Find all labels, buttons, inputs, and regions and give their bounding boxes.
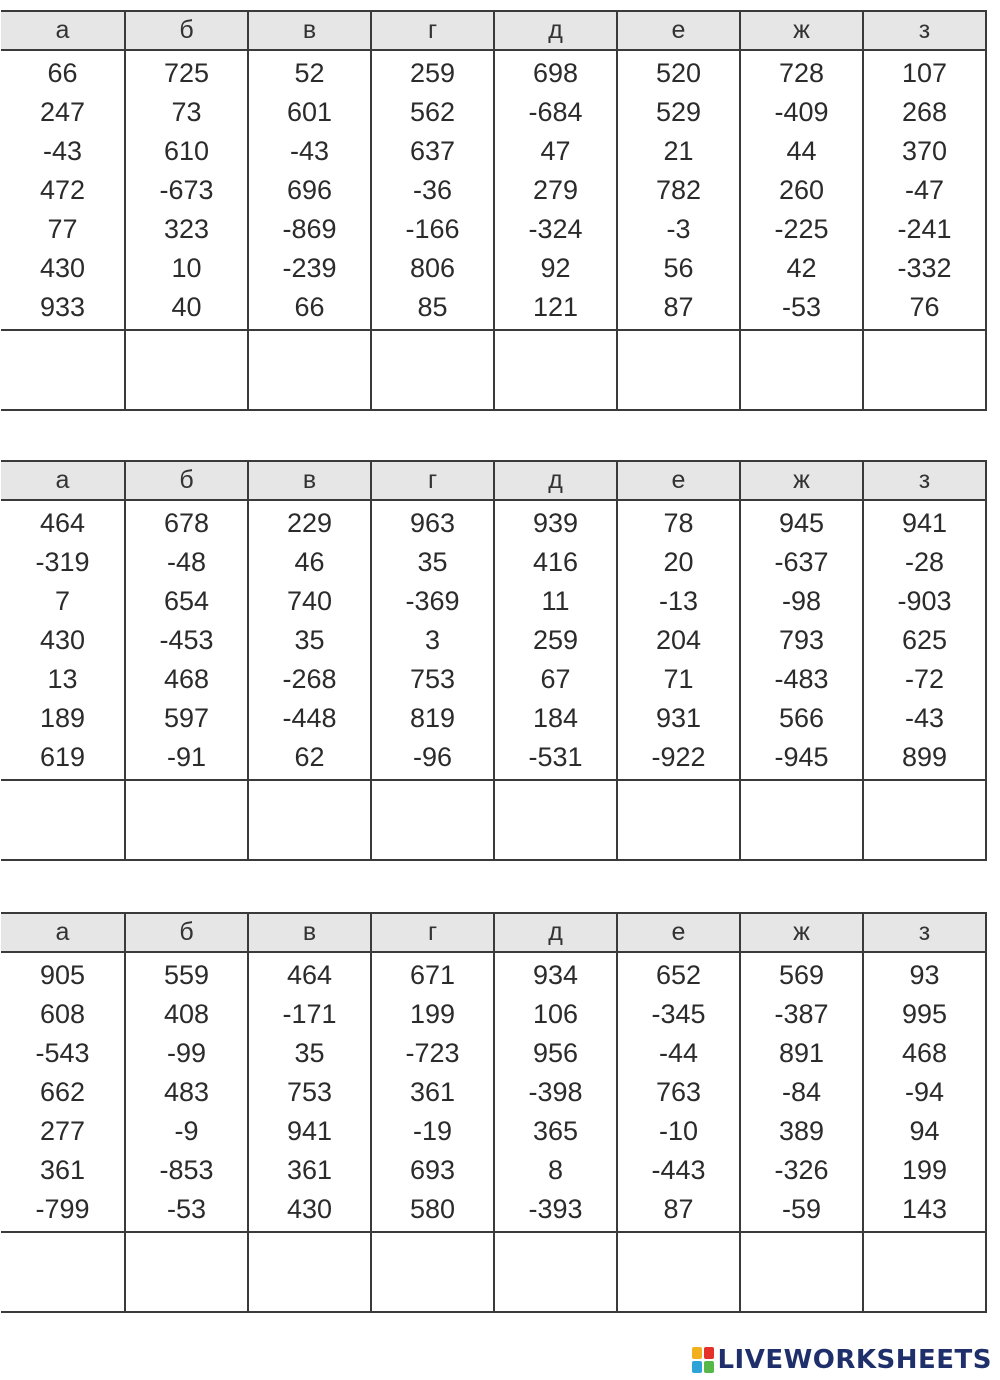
column-header: е	[617, 461, 740, 500]
number-cell: 529	[617, 93, 740, 132]
number-cell: 13	[1, 660, 125, 699]
number-cell: 520	[617, 50, 740, 93]
number-cell: 468	[863, 1034, 986, 1073]
number-cell: 468	[125, 660, 248, 699]
answer-input[interactable]	[495, 1233, 616, 1311]
number-cell: 619	[1, 738, 125, 780]
number-cell: -10	[617, 1112, 740, 1151]
number-cell: 370	[863, 132, 986, 171]
answer-input[interactable]	[741, 331, 862, 409]
answer-input[interactable]	[249, 781, 370, 859]
answer-input[interactable]	[495, 331, 616, 409]
header-row	[1, 913, 986, 952]
number-cell: 654	[125, 582, 248, 621]
number-cell: 40	[125, 288, 248, 330]
number-cell: 46	[248, 543, 371, 582]
number-cell: 472	[1, 171, 125, 210]
answer-row	[1, 780, 986, 860]
number-cell: 277	[1, 1112, 125, 1151]
number-cell: -903	[863, 582, 986, 621]
answer-cell	[1, 330, 125, 410]
number-cell: 71	[617, 660, 740, 699]
number-cell: 899	[863, 738, 986, 780]
number-cell: 78	[617, 500, 740, 543]
number-cell: 87	[617, 288, 740, 330]
number-cell: -637	[740, 543, 863, 582]
logo-tile-red	[704, 1347, 714, 1359]
answer-input[interactable]	[1, 1233, 124, 1311]
number-cell: -225	[740, 210, 863, 249]
number-cell: 728	[740, 50, 863, 93]
column-header: ж	[740, 11, 863, 50]
number-cell: 956	[494, 1034, 617, 1073]
number-cell: 580	[371, 1190, 494, 1232]
answer-cell	[863, 1232, 986, 1312]
number-cell: -3	[617, 210, 740, 249]
answer-cell	[125, 780, 248, 860]
column-header: в	[248, 11, 371, 50]
logo-tile-green	[704, 1361, 714, 1373]
number-cell: -241	[863, 210, 986, 249]
number-cell: 408	[125, 995, 248, 1034]
number-cell: 740	[248, 582, 371, 621]
number-cell: -853	[125, 1151, 248, 1190]
column-header: з	[863, 461, 986, 500]
column-header: б	[125, 11, 248, 50]
number-cell: -799	[1, 1190, 125, 1232]
column-header: а	[1, 11, 125, 50]
answer-input[interactable]	[1, 781, 124, 859]
number-cell: 260	[740, 171, 863, 210]
answer-cell	[125, 330, 248, 410]
answer-input[interactable]	[249, 331, 370, 409]
number-cell: 66	[1, 50, 125, 93]
number-cell: -387	[740, 995, 863, 1034]
number-cell: 608	[1, 995, 125, 1034]
number-cell: 106	[494, 995, 617, 1034]
answer-input[interactable]	[864, 1233, 985, 1311]
number-cell: -43	[248, 132, 371, 171]
answer-input[interactable]	[618, 781, 739, 859]
number-cell: -48	[125, 543, 248, 582]
number-cell: 35	[248, 621, 371, 660]
number-cell: 259	[371, 50, 494, 93]
column-header: д	[494, 913, 617, 952]
answer-cell	[617, 780, 740, 860]
number-cell: -531	[494, 738, 617, 780]
number-cell: -945	[740, 738, 863, 780]
number-cell: 782	[617, 171, 740, 210]
number-cell: 941	[863, 500, 986, 543]
table-row	[1, 621, 986, 660]
logo-tile-yellow	[692, 1347, 702, 1359]
number-cell: -91	[125, 738, 248, 780]
number-cell: 637	[371, 132, 494, 171]
number-cell: -398	[494, 1073, 617, 1112]
number-cell: 35	[248, 1034, 371, 1073]
answer-cell	[863, 780, 986, 860]
number-cell: -922	[617, 738, 740, 780]
answer-cell	[494, 1232, 617, 1312]
number-cell: 678	[125, 500, 248, 543]
column-header: з	[863, 11, 986, 50]
column-header: г	[371, 11, 494, 50]
number-cell: -44	[617, 1034, 740, 1073]
number-cell: 229	[248, 500, 371, 543]
column-header: в	[248, 461, 371, 500]
number-cell: 652	[617, 952, 740, 995]
answer-input[interactable]	[126, 781, 247, 859]
number-cell: 279	[494, 171, 617, 210]
answer-cell	[248, 1232, 371, 1312]
table-row	[1, 952, 986, 995]
number-cell: 143	[863, 1190, 986, 1232]
number-cell: -171	[248, 995, 371, 1034]
number-cell: 268	[863, 93, 986, 132]
number-cell: -36	[371, 171, 494, 210]
number-table-2	[1, 460, 987, 861]
answer-input[interactable]	[372, 331, 493, 409]
number-cell: 698	[494, 50, 617, 93]
number-cell: 323	[125, 210, 248, 249]
number-cell: 483	[125, 1073, 248, 1112]
column-header: е	[617, 11, 740, 50]
table-row	[1, 1073, 986, 1112]
number-cell: 73	[125, 93, 248, 132]
column-header: д	[494, 11, 617, 50]
answer-cell	[371, 780, 494, 860]
number-cell: 7	[1, 582, 125, 621]
number-cell: 931	[617, 699, 740, 738]
number-cell: 559	[125, 952, 248, 995]
number-cell: 67	[494, 660, 617, 699]
number-cell: -28	[863, 543, 986, 582]
table-row	[1, 543, 986, 582]
table-row	[1, 582, 986, 621]
liveworksheets-logo	[692, 1343, 992, 1377]
answer-input[interactable]	[126, 1233, 247, 1311]
number-cell: 21	[617, 132, 740, 171]
number-cell: 204	[617, 621, 740, 660]
answer-input[interactable]	[126, 331, 247, 409]
number-cell: 361	[371, 1073, 494, 1112]
answer-input[interactable]	[372, 1233, 493, 1311]
column-header: б	[125, 461, 248, 500]
number-cell: 92	[494, 249, 617, 288]
number-cell: 189	[1, 699, 125, 738]
number-cell: 365	[494, 1112, 617, 1151]
number-cell: 763	[617, 1073, 740, 1112]
number-cell: 52	[248, 50, 371, 93]
answer-cell	[617, 1232, 740, 1312]
table-row	[1, 738, 986, 780]
number-cell: 184	[494, 699, 617, 738]
column-header: з	[863, 913, 986, 952]
answer-cell	[248, 780, 371, 860]
number-cell: -96	[371, 738, 494, 780]
number-cell: 361	[1, 1151, 125, 1190]
number-cell: 66	[248, 288, 371, 330]
column-header: ж	[740, 913, 863, 952]
number-cell: -543	[1, 1034, 125, 1073]
number-cell: 389	[740, 1112, 863, 1151]
number-cell: 945	[740, 500, 863, 543]
number-cell: 995	[863, 995, 986, 1034]
number-cell: 10	[125, 249, 248, 288]
table-row	[1, 660, 986, 699]
answer-row	[1, 1232, 986, 1312]
number-cell: 610	[125, 132, 248, 171]
number-cell: -47	[863, 171, 986, 210]
number-cell: 464	[248, 952, 371, 995]
number-cell: 76	[863, 288, 986, 330]
number-cell: 625	[863, 621, 986, 660]
answer-input[interactable]	[1, 331, 124, 409]
column-header: в	[248, 913, 371, 952]
number-cell: 562	[371, 93, 494, 132]
number-cell: -453	[125, 621, 248, 660]
answer-cell	[1, 1232, 125, 1312]
number-cell: -268	[248, 660, 371, 699]
number-table-3	[1, 912, 987, 1313]
answer-input[interactable]	[741, 1233, 862, 1311]
table-row	[1, 995, 986, 1034]
number-cell: 693	[371, 1151, 494, 1190]
table-row	[1, 132, 986, 171]
answer-cell	[494, 780, 617, 860]
number-cell: -324	[494, 210, 617, 249]
answer-cell	[248, 330, 371, 410]
number-cell: -393	[494, 1190, 617, 1232]
answer-input[interactable]	[495, 781, 616, 859]
answer-cell	[1, 780, 125, 860]
table-row	[1, 93, 986, 132]
number-cell: 753	[371, 660, 494, 699]
answer-cell	[617, 330, 740, 410]
table-row	[1, 500, 986, 543]
number-cell: -43	[1, 132, 125, 171]
table-row	[1, 699, 986, 738]
number-cell: -98	[740, 582, 863, 621]
number-cell: 793	[740, 621, 863, 660]
number-cell: 107	[863, 50, 986, 93]
number-cell: 939	[494, 500, 617, 543]
column-header: е	[617, 913, 740, 952]
number-cell: 941	[248, 1112, 371, 1151]
number-cell: 662	[1, 1073, 125, 1112]
number-table-1	[1, 10, 987, 411]
answer-row	[1, 330, 986, 410]
number-cell: -332	[863, 249, 986, 288]
number-cell: -59	[740, 1190, 863, 1232]
number-cell: -443	[617, 1151, 740, 1190]
number-cell: 806	[371, 249, 494, 288]
number-cell: 62	[248, 738, 371, 780]
liveworksheets-logo-icon	[692, 1347, 714, 1373]
number-cell: 566	[740, 699, 863, 738]
table-row	[1, 50, 986, 93]
number-cell: -869	[248, 210, 371, 249]
number-cell: 35	[371, 543, 494, 582]
answer-cell	[371, 1232, 494, 1312]
answer-cell	[740, 1232, 863, 1312]
table-row	[1, 1112, 986, 1151]
answer-cell	[863, 330, 986, 410]
number-cell: 891	[740, 1034, 863, 1073]
number-cell: 47	[494, 132, 617, 171]
number-cell: 361	[248, 1151, 371, 1190]
number-cell: -319	[1, 543, 125, 582]
table-row	[1, 1151, 986, 1190]
number-cell: 44	[740, 132, 863, 171]
logo-text: LIVEWORKSHEETS	[717, 1345, 992, 1375]
number-cell: 753	[248, 1073, 371, 1112]
table-row	[1, 288, 986, 330]
number-cell: 93	[863, 952, 986, 995]
number-cell: 8	[494, 1151, 617, 1190]
column-header: б	[125, 913, 248, 952]
answer-input[interactable]	[864, 331, 985, 409]
number-cell: 601	[248, 93, 371, 132]
number-cell: -409	[740, 93, 863, 132]
number-cell: 430	[1, 249, 125, 288]
number-cell: 430	[1, 621, 125, 660]
number-cell: 905	[1, 952, 125, 995]
number-cell: 430	[248, 1190, 371, 1232]
number-cell: 933	[1, 288, 125, 330]
column-header: г	[371, 913, 494, 952]
answer-input[interactable]	[618, 1233, 739, 1311]
number-cell: -326	[740, 1151, 863, 1190]
number-cell: 696	[248, 171, 371, 210]
number-cell: 11	[494, 582, 617, 621]
answer-input[interactable]	[741, 781, 862, 859]
column-header: ж	[740, 461, 863, 500]
number-cell: 121	[494, 288, 617, 330]
number-cell: -84	[740, 1073, 863, 1112]
table-row	[1, 210, 986, 249]
number-cell: 416	[494, 543, 617, 582]
table-row	[1, 1034, 986, 1073]
answer-cell	[740, 780, 863, 860]
table-row	[1, 171, 986, 210]
number-cell: -99	[125, 1034, 248, 1073]
number-cell: -13	[617, 582, 740, 621]
number-cell: 77	[1, 210, 125, 249]
number-cell: -166	[371, 210, 494, 249]
answer-input[interactable]	[618, 331, 739, 409]
number-cell: 259	[494, 621, 617, 660]
number-cell: 20	[617, 543, 740, 582]
number-cell: 963	[371, 500, 494, 543]
number-cell: 725	[125, 50, 248, 93]
answer-input[interactable]	[372, 781, 493, 859]
number-cell: 42	[740, 249, 863, 288]
number-cell: -72	[863, 660, 986, 699]
number-cell: -53	[125, 1190, 248, 1232]
number-cell: -673	[125, 171, 248, 210]
number-cell: 85	[371, 288, 494, 330]
number-cell: -53	[740, 288, 863, 330]
number-cell: 464	[1, 500, 125, 543]
number-cell: 94	[863, 1112, 986, 1151]
number-cell: 199	[371, 995, 494, 1034]
number-cell: -448	[248, 699, 371, 738]
number-cell: -483	[740, 660, 863, 699]
number-cell: 819	[371, 699, 494, 738]
number-cell: 199	[863, 1151, 986, 1190]
answer-input[interactable]	[249, 1233, 370, 1311]
answer-cell	[740, 330, 863, 410]
number-cell: -369	[371, 582, 494, 621]
table-row	[1, 249, 986, 288]
number-cell: 934	[494, 952, 617, 995]
number-cell: 87	[617, 1190, 740, 1232]
number-cell: -239	[248, 249, 371, 288]
column-header: а	[1, 461, 125, 500]
number-cell: -9	[125, 1112, 248, 1151]
number-cell: 569	[740, 952, 863, 995]
number-cell: -723	[371, 1034, 494, 1073]
number-cell: -345	[617, 995, 740, 1034]
column-header: д	[494, 461, 617, 500]
number-cell: -43	[863, 699, 986, 738]
number-cell: -94	[863, 1073, 986, 1112]
answer-cell	[494, 330, 617, 410]
header-row	[1, 11, 986, 50]
number-cell: 247	[1, 93, 125, 132]
logo-tile-blue	[692, 1361, 702, 1373]
answer-cell	[125, 1232, 248, 1312]
table-row	[1, 1190, 986, 1232]
column-header: а	[1, 913, 125, 952]
number-cell: 56	[617, 249, 740, 288]
number-cell: 671	[371, 952, 494, 995]
number-cell: -684	[494, 93, 617, 132]
number-cell: 597	[125, 699, 248, 738]
number-cell: -19	[371, 1112, 494, 1151]
answer-cell	[371, 330, 494, 410]
answer-input[interactable]	[864, 781, 985, 859]
header-row	[1, 461, 986, 500]
number-cell: 3	[371, 621, 494, 660]
column-header: г	[371, 461, 494, 500]
